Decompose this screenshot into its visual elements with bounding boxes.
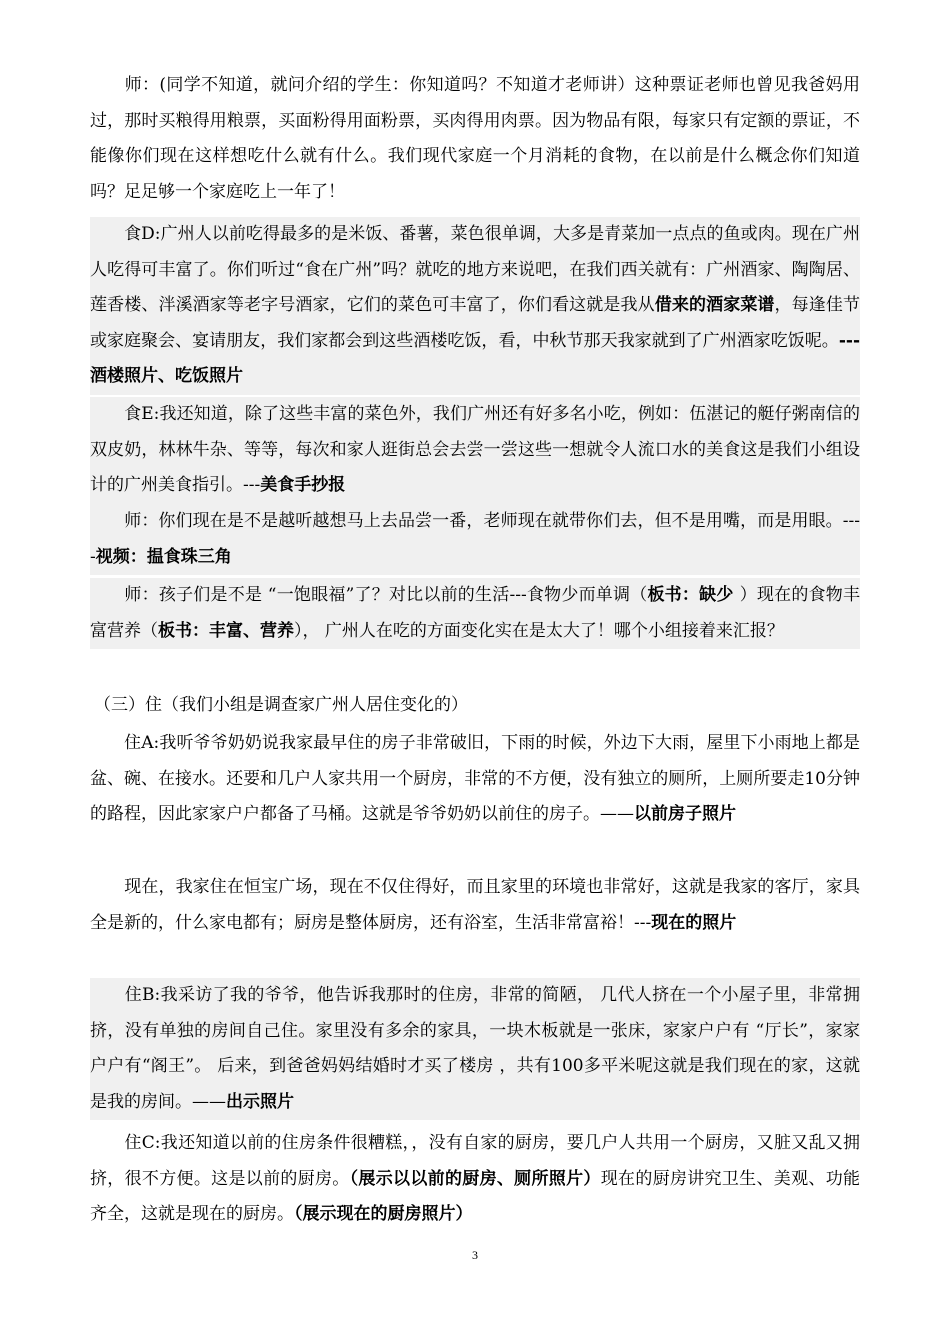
bold-text: 借来的酒家菜谱 xyxy=(654,295,775,315)
section-heading-housing: （三）住（我们小组是调查家广州人居住变化的） xyxy=(94,695,468,715)
paragraph-teacher-video: 师：你们现在是不是越听越想马上去品尝一番，老师现在就带你们去，但不是用嘴，而是用眼。----视频：揾食珠三角 xyxy=(90,504,860,575)
paragraph-teacher-ration-tickets: 师：(同学不知道，就问介绍的学生：你知道吗？不知道才老师讲）这种票证老师也曾见我爸妈用过，那时买粮得用粮票，买面粉得用面粉票，买肉得用肉票。因为物品有限，每家只有定额的票证，不能像你们现在这样想吃什么就有什么。我们现代家庭一个月消耗的食物，在以前是什么概念你们知道吗？足足够一个家庭吃上一年了！ xyxy=(90,75,860,202)
paragraph-food-e: 食E:我还知道，除了这些丰富的菜色外，我们广州还有好多名小吃，例如：伍湛记的艇仔粥南信的双皮奶，林林牛杂、等等，每次和家人逛街总会去尝一尝这些一想就令人流口水的美食这是我们小组设计的广州美食指引。---美食手抄报 xyxy=(90,397,860,504)
bold-text: 出示照片 xyxy=(226,1091,294,1112)
paragraph-housing-a: 住A:我听爷爷奶奶说我家最早住的房子非常破旧，下雨的时候，外边下大雨，屋里下小雨地上都是盆、碗、在接水。还要和几户人家共用一个厨房，非常的不方便，没有独立的厕所，上厕所要走10分钟的路程，因此家家户户都备了马桶。这就是爷爷奶奶以前住的房子。——以前房子照片 xyxy=(90,733,860,824)
paragraph-housing-b: 住B:我采访了我的爷爷，他告诉我那时的住房，非常的简陋， 几代人挤在一个小屋子里，非常拥挤，没有单独的房间自己住。家里没有多余的家具，一块木板就是一张床，家家户户有 “厅长”，家家户户有“阁王”。 后来，到爸爸妈妈结婚时才买了楼房 ，共有100多平米呢这就是我们现在的家，这就是我的房间。——出示照片 xyxy=(90,978,860,1120)
paragraph-teacher-summary: 师：孩子们是不是 “一饱眼福”了？对比以前的生活---食物少而单调（板书：缺少 ）现在的食物丰富营养（板书：丰富、营养）， 广州人在吃的方面变化实在是太大了！哪个小组接着来汇报？ xyxy=(90,578,860,649)
bold-text: （展示以以前的厨房、厕所照片） xyxy=(349,1168,601,1189)
bold-text: 以前房子照片 xyxy=(634,804,736,824)
bold-text: ---酒楼照片、吃饭照片 xyxy=(90,330,860,386)
bold-text: （展示现在的厨房照片） xyxy=(294,1204,473,1224)
bold-text: 板书：丰富、营养 xyxy=(158,620,294,641)
bold-text: 视频：揾食珠三角 xyxy=(95,546,232,567)
bold-text: 现在的照片 xyxy=(651,912,737,933)
bold-text: 板书：缺少 xyxy=(647,585,740,605)
paragraph-housing-c: 住C:我还知道以前的住房条件很糟糕，，没有自家的厨房，要几户人共用一个厨房，又脏又乱又拥挤，很不方便。这是以前的厨房。（展示以以前的厨房、厕所照片）现在的厨房讲究卫生、美观、功能齐全，这就是现在的厨房。（展示现在的厨房照片） xyxy=(90,1133,861,1224)
paragraph-housing-now: 现在，我家住在恒宝广场，现在不仅住得好，而且家里的环境也非常好，这就是我家的客厅，家具全是新的，什么家电都有；厨房是整体厨房，还有浴室，生活非常富裕！---现在的照片 xyxy=(90,877,860,933)
bold-text: 美食手抄报 xyxy=(260,475,346,495)
page-number: 3 xyxy=(472,1248,478,1262)
paragraph-food-d: 食D:广州人以前吃得最多的是米饭、番薯，菜色很单调，大多是青菜加一点点的鱼或肉。现在广州人吃得可丰富了。你们听过“食在广州”吗？就吃的地方来说吧，在我们西关就有：广州酒家、陶陶居、莲香楼、泮溪酒家等老字号酒家，它们的菜色可丰富了，你们看这就是我从借来的酒家菜谱，每逢佳节或家庭聚会、宴请朋友，我们家都会到这些酒楼吃饭，看，中秋节那天我家就到了广州酒家吃饭呢。---酒楼照片、吃饭照片 xyxy=(90,217,860,395)
